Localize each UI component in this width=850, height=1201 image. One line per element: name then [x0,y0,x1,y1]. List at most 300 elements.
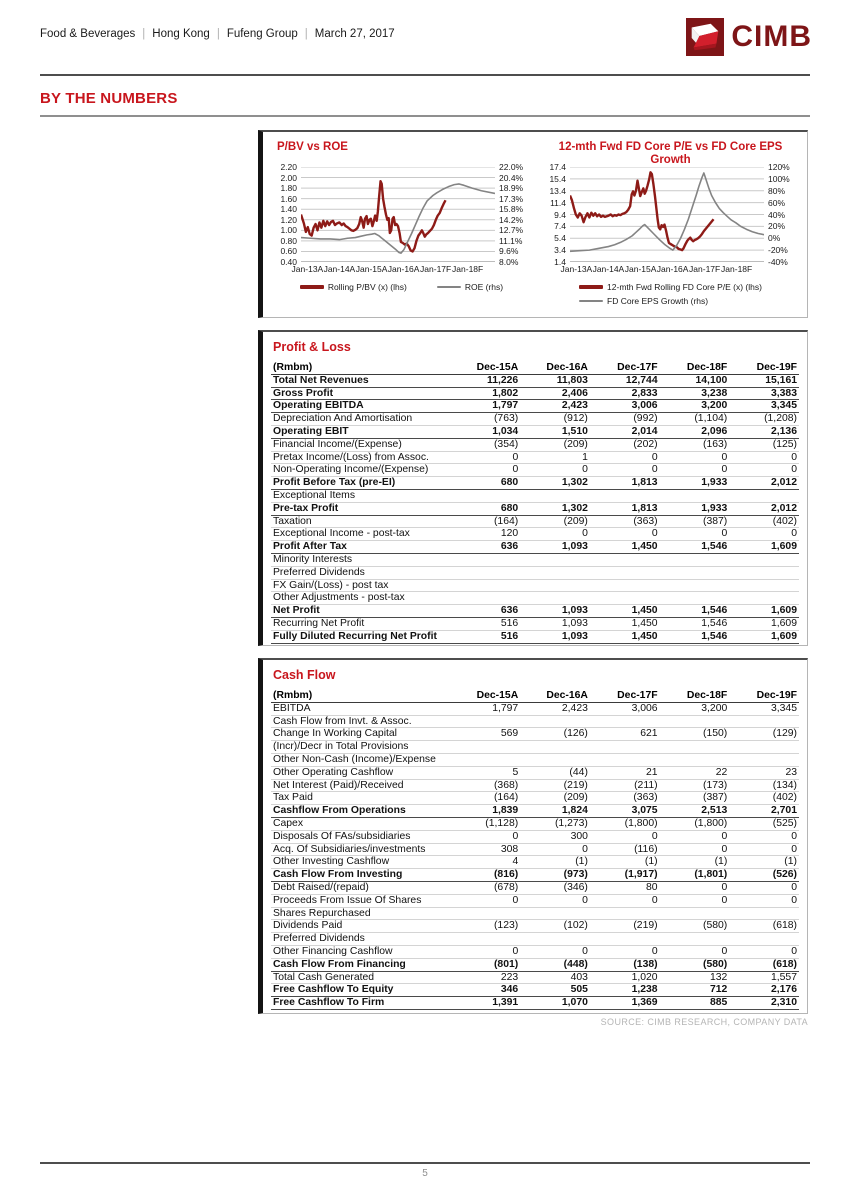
axis-tick-label: Jan-14A [592,264,625,274]
axis-tick-label: 17.3% [499,193,524,204]
breadcrumb-separator: | [142,28,146,40]
row-label: Capex [271,817,451,830]
cell-value: 1,093 [520,605,590,618]
cell-value: 0 [590,945,660,958]
cell-value: 636 [451,541,521,554]
breadcrumb [40,18,395,40]
cell-value: 0 [660,528,730,541]
cell-value: (1,800) [660,817,730,830]
cell-value [590,753,660,766]
chart-pe-vs-eps-growth [534,137,803,317]
cell-value: 0 [729,464,799,477]
unit-header: (Rmbm) [271,362,451,374]
cell-value: (448) [520,958,590,971]
axis-tick-label: 14.2% [499,214,524,225]
axis-tick-label: 120% [768,162,790,172]
cell-value [451,566,521,579]
axis-tick-label: 0.40 [280,257,297,267]
row-label: Tax Paid [271,792,451,805]
cell-value: 3,075 [590,805,660,818]
axis-tick-label: 12.7% [499,225,524,236]
y-axis-left-labels [540,162,570,267]
table-row [271,451,799,464]
axis-tick-label: 1.60 [280,193,297,204]
cell-value: (126) [520,728,590,741]
cell-value: (354) [451,438,521,451]
legend-line-swatch [437,286,461,289]
cell-value: 2,012 [729,502,799,515]
breadcrumb-item: March 27, 2017 [314,28,395,40]
chart-plot-grid [271,162,532,267]
profit-loss-panel [258,330,808,646]
title-divider [40,115,810,117]
cell-value: 14,100 [660,374,730,387]
axis-tick-label: 8.0% [499,257,519,267]
table-row [271,579,799,592]
axis-tick-label: 20.4% [499,172,524,183]
cell-value: 80 [590,881,660,894]
cell-value: (1,917) [590,869,660,882]
axis-tick-label: 20% [768,221,786,232]
table-row [271,971,799,984]
axis-tick-label: 17.4 [549,162,566,172]
table-row [271,997,799,1010]
column-header: Dec-19F [729,362,799,374]
cell-value: 2,513 [660,805,730,818]
cell-value: (1,208) [729,413,799,426]
cell-value: (1,800) [590,817,660,830]
row-label: Fully Diluted Recurring Net Profit [271,630,451,643]
cell-value: 1,070 [520,997,590,1010]
cell-value [660,907,730,920]
table-row [271,477,799,490]
column-header: Dec-15A [451,362,521,374]
cell-value: (1) [520,856,590,869]
axis-tick-label: 1.4 [554,257,566,267]
cell-value: 516 [451,630,521,643]
cash-flow-table [271,690,799,1010]
cell-value: (526) [729,869,799,882]
cell-value: 1,609 [729,617,799,630]
cell-value: (1,801) [660,869,730,882]
cimb-logo-text: CIMB [731,20,812,53]
table-row [271,425,799,438]
cell-value [729,753,799,766]
cell-value: 2,176 [729,984,799,997]
cell-value: 346 [451,984,521,997]
axis-tick-label: 1.00 [280,225,297,236]
cell-value: 0 [729,843,799,856]
cell-value [590,553,660,566]
axis-tick-label: 0% [768,233,781,244]
footer-divider [40,1162,810,1164]
table-row [271,817,799,830]
cell-value [520,933,590,946]
cell-value: 0 [729,528,799,541]
row-label: Gross Profit [271,387,451,400]
row-label: Free Cashflow To Equity [271,984,451,997]
row-label: Cash Flow from Invt. & Assoc. [271,715,451,728]
table-row [271,617,799,630]
cell-value: 0 [590,464,660,477]
cash-flow-panel [258,658,808,1014]
legend-line-swatch [579,300,603,303]
cell-value: 3,006 [590,702,660,715]
x-axis-labels [271,264,532,277]
cell-value [660,566,730,579]
table-row [271,741,799,754]
cell-value [590,933,660,946]
table-row [271,502,799,515]
cell-value: 3,238 [660,387,730,400]
axis-tick-label: Jan-16A [656,264,689,274]
column-header: Dec-16A [520,690,590,702]
row-label: Other Operating Cashflow [271,766,451,779]
row-label: Acq. Of Subsidiaries/investments [271,843,451,856]
cell-value [660,489,730,502]
cell-value: 1,391 [451,997,521,1010]
row-label: Free Cashflow To Firm [271,997,451,1010]
table-row [271,400,799,413]
cell-value [451,592,521,605]
cell-value: 569 [451,728,521,741]
cell-value: 1,609 [729,630,799,643]
row-label: Non-Operating Income/(Expense) [271,464,451,477]
cell-value [660,715,730,728]
cell-value: 1,797 [451,702,521,715]
cell-value [729,715,799,728]
cell-value: 308 [451,843,521,856]
table-title: Cash Flow [273,668,336,682]
table-row [271,753,799,766]
cell-value: 1,450 [590,541,660,554]
row-label: Shares Repurchased [271,907,451,920]
cell-value: 1,020 [590,971,660,984]
cell-value: 3,345 [729,702,799,715]
cell-value: 0 [729,894,799,907]
table-row [271,984,799,997]
legend-label: 12-mth Fwd Rolling FD Core P/E (x) (lhs) [607,282,762,292]
y-axis-left-labels [271,162,301,267]
table-row [271,894,799,907]
axis-tick-label: Jan-15A [355,264,388,274]
legend-label: Rolling P/BV (x) (lhs) [327,282,407,292]
series-line [301,184,495,253]
cell-value: 3,200 [660,400,730,413]
cell-value: (44) [520,766,590,779]
cell-value: (387) [660,792,730,805]
table-row [271,702,799,715]
row-label: Pre-tax Profit [271,502,451,515]
axis-tick-label: 15.4 [549,173,566,184]
cell-value: (150) [660,728,730,741]
cell-value: 1,933 [660,477,730,490]
cell-value [590,592,660,605]
cell-value: 1,093 [520,630,590,643]
row-label: Proceeds From Issue Of Shares [271,894,451,907]
cell-value: 1,302 [520,477,590,490]
row-label: (Incr)/Decr in Total Provisions [271,741,451,754]
row-label: Dividends Paid [271,920,451,933]
cell-value [520,753,590,766]
cell-value [660,741,730,754]
row-label: Recurring Net Profit [271,617,451,630]
cell-value [451,907,521,920]
cell-value: 1,546 [660,541,730,554]
row-label: Preferred Dividends [271,566,451,579]
cimb-logo-icon [686,18,724,56]
cell-value: 0 [729,881,799,894]
cell-value: 0 [729,945,799,958]
cell-value: (164) [451,515,521,528]
table-row [271,830,799,843]
row-label: Change In Working Capital [271,728,451,741]
row-label: Pretax Income/(Loss) from Assoc. [271,451,451,464]
charts-panel [258,130,808,318]
cell-value: (801) [451,958,521,971]
cell-value: 0 [451,894,521,907]
cell-value: 0 [590,528,660,541]
column-header: Dec-16A [520,362,590,374]
cell-value [590,907,660,920]
table-row [271,387,799,400]
legend-item [437,282,503,292]
table-row [271,438,799,451]
cell-value: 3,345 [729,400,799,413]
cell-value [520,907,590,920]
column-header: Dec-18F [660,690,730,702]
x-axis-labels [540,264,801,277]
table-header-row [271,362,799,374]
row-label: Debt Raised/(repaid) [271,881,451,894]
cell-value: (912) [520,413,590,426]
axis-tick-label: -40% [768,257,788,267]
cell-value [729,741,799,754]
chart-pbv-vs-roe [265,137,534,317]
cell-value: (618) [729,958,799,971]
table-row [271,792,799,805]
cell-value: 2,833 [590,387,660,400]
cell-value: 0 [590,830,660,843]
axis-tick-label: 60% [768,197,786,208]
row-label: Profit Before Tax (pre-EI) [271,477,451,490]
cell-value: 11,226 [451,374,521,387]
column-header: Dec-17F [590,690,660,702]
breadcrumb-item: Hong Kong [152,28,210,40]
axis-tick-label: 18.9% [499,183,524,194]
cell-value: 2,096 [660,425,730,438]
table-header-row [271,690,799,702]
axis-tick-label: Jan-18F [721,264,753,274]
axis-tick-label: 15.8% [499,204,524,215]
cell-value: 0 [520,843,590,856]
cell-value: 120 [451,528,521,541]
cell-value: 23 [729,766,799,779]
cell-value: (1,104) [660,413,730,426]
cell-value: 0 [660,451,730,464]
chart-title: P/BV vs ROE [277,141,348,153]
cell-value [451,489,521,502]
cell-value: 1 [520,451,590,464]
cell-value: 1,557 [729,971,799,984]
row-label: Net Profit [271,605,451,618]
table-row [271,881,799,894]
axis-tick-label: 1.40 [280,204,297,215]
cell-value [451,553,521,566]
table-title: Profit & Loss [273,340,351,354]
cell-value [660,933,730,946]
cell-value [520,592,590,605]
cell-value: 300 [520,830,590,843]
cell-value: 1,093 [520,541,590,554]
axis-tick-label: Jan-14A [323,264,356,274]
table-row [271,566,799,579]
cell-value: 1,609 [729,541,799,554]
cell-value: (123) [451,920,521,933]
table-row [271,413,799,426]
axis-tick-label: 22.0% [499,162,524,172]
legend-item [579,282,762,292]
cell-value: 15,161 [729,374,799,387]
table-row [271,856,799,869]
table-row [271,630,799,643]
row-label: Other Investing Cashflow [271,856,451,869]
row-label: EBITDA [271,702,451,715]
legend-line-swatch [300,285,324,288]
cell-value: 1,302 [520,502,590,515]
row-label: Net Interest (Paid)/Received [271,779,451,792]
cell-value: 0 [660,843,730,856]
cell-value: 403 [520,971,590,984]
cell-value: 2,012 [729,477,799,490]
row-label: Disposals Of FAs/subsidiaries [271,830,451,843]
cell-value: (138) [590,958,660,971]
cell-value: (163) [660,438,730,451]
breadcrumb-item: Fufeng Group [226,28,298,40]
cell-value: 3,006 [590,400,660,413]
row-label: Cash Flow From Investing [271,869,451,882]
cell-value: 22 [660,766,730,779]
cell-value: (346) [520,881,590,894]
row-label: FX Gain/(Loss) - post tax [271,579,451,592]
cell-value: 1,802 [451,387,521,400]
page-title: BY THE NUMBERS [40,90,178,107]
cell-value: 0 [660,464,730,477]
cell-value: (678) [451,881,521,894]
cell-value: (219) [520,779,590,792]
cell-value: 1,609 [729,605,799,618]
cell-value [451,741,521,754]
cell-value: 0 [451,464,521,477]
cell-value [520,741,590,754]
cell-value: 0 [660,894,730,907]
table-row [271,541,799,554]
row-label: Profit After Tax [271,541,451,554]
column-header: Dec-15A [451,690,521,702]
cell-value: (363) [590,515,660,528]
breadcrumb-separator: | [216,28,220,40]
cell-value [520,715,590,728]
row-label: Depreciation And Amortisation [271,413,451,426]
cell-value: 1,450 [590,630,660,643]
cell-value: (209) [520,438,590,451]
cell-value [729,579,799,592]
cell-value [729,933,799,946]
cell-value: (164) [451,792,521,805]
cell-value [451,753,521,766]
row-label: Financial Income/(Expense) [271,438,451,451]
cell-value: 1,369 [590,997,660,1010]
cell-value: 0 [520,945,590,958]
cell-value: 2,423 [520,400,590,413]
cell-value: 1,510 [520,425,590,438]
row-label: Preferred Dividends [271,933,451,946]
cell-value: 1,933 [660,502,730,515]
cell-value: 0 [451,451,521,464]
row-label: Cashflow From Operations [271,805,451,818]
y-axis-right-labels [764,162,801,267]
chart-plot-grid [540,162,801,267]
cell-value: 1,450 [590,617,660,630]
axis-tick-label: 1.80 [280,183,297,194]
table-row [271,958,799,971]
row-label: Operating EBITDA [271,400,451,413]
axis-tick-label: 0.60 [280,246,297,257]
cell-value: (125) [729,438,799,451]
cell-value: 1,238 [590,984,660,997]
axis-tick-label: Jan-13A [291,264,324,274]
y-axis-right-labels [495,162,532,267]
table-row [271,715,799,728]
legend-label: FD Core EPS Growth (rhs) [607,296,709,306]
report-header [40,18,812,56]
axis-tick-label: 2.20 [280,162,297,172]
legend-item [300,282,407,292]
axis-tick-label: 9.6% [499,246,519,257]
cell-value: (992) [590,413,660,426]
cell-value: 505 [520,984,590,997]
page-number: 5 [422,1168,428,1179]
axis-tick-label: 100% [768,173,790,184]
axis-tick-label: Jan-13A [560,264,593,274]
cell-value [729,489,799,502]
table-row [271,933,799,946]
legend-line-swatch [579,285,603,288]
cell-value: 1,450 [590,605,660,618]
cell-value: (202) [590,438,660,451]
axis-tick-label: Jan-18F [452,264,484,274]
table-row [271,907,799,920]
cell-value [590,715,660,728]
table-row [271,843,799,856]
legend-label: ROE (rhs) [464,282,504,292]
cell-value: 2,136 [729,425,799,438]
cell-value: (402) [729,515,799,528]
plot-area [570,167,764,262]
cell-value [520,579,590,592]
cell-value: 3,383 [729,387,799,400]
cell-value: 885 [660,997,730,1010]
cell-value [660,579,730,592]
cell-value: 1,824 [520,805,590,818]
cell-value [520,489,590,502]
axis-tick-label: 11.1% [499,235,523,246]
cell-value: 0 [660,830,730,843]
cell-value: (116) [590,843,660,856]
cell-value: 1,546 [660,630,730,643]
axis-tick-label: -20% [768,245,788,256]
cell-value: 680 [451,502,521,515]
